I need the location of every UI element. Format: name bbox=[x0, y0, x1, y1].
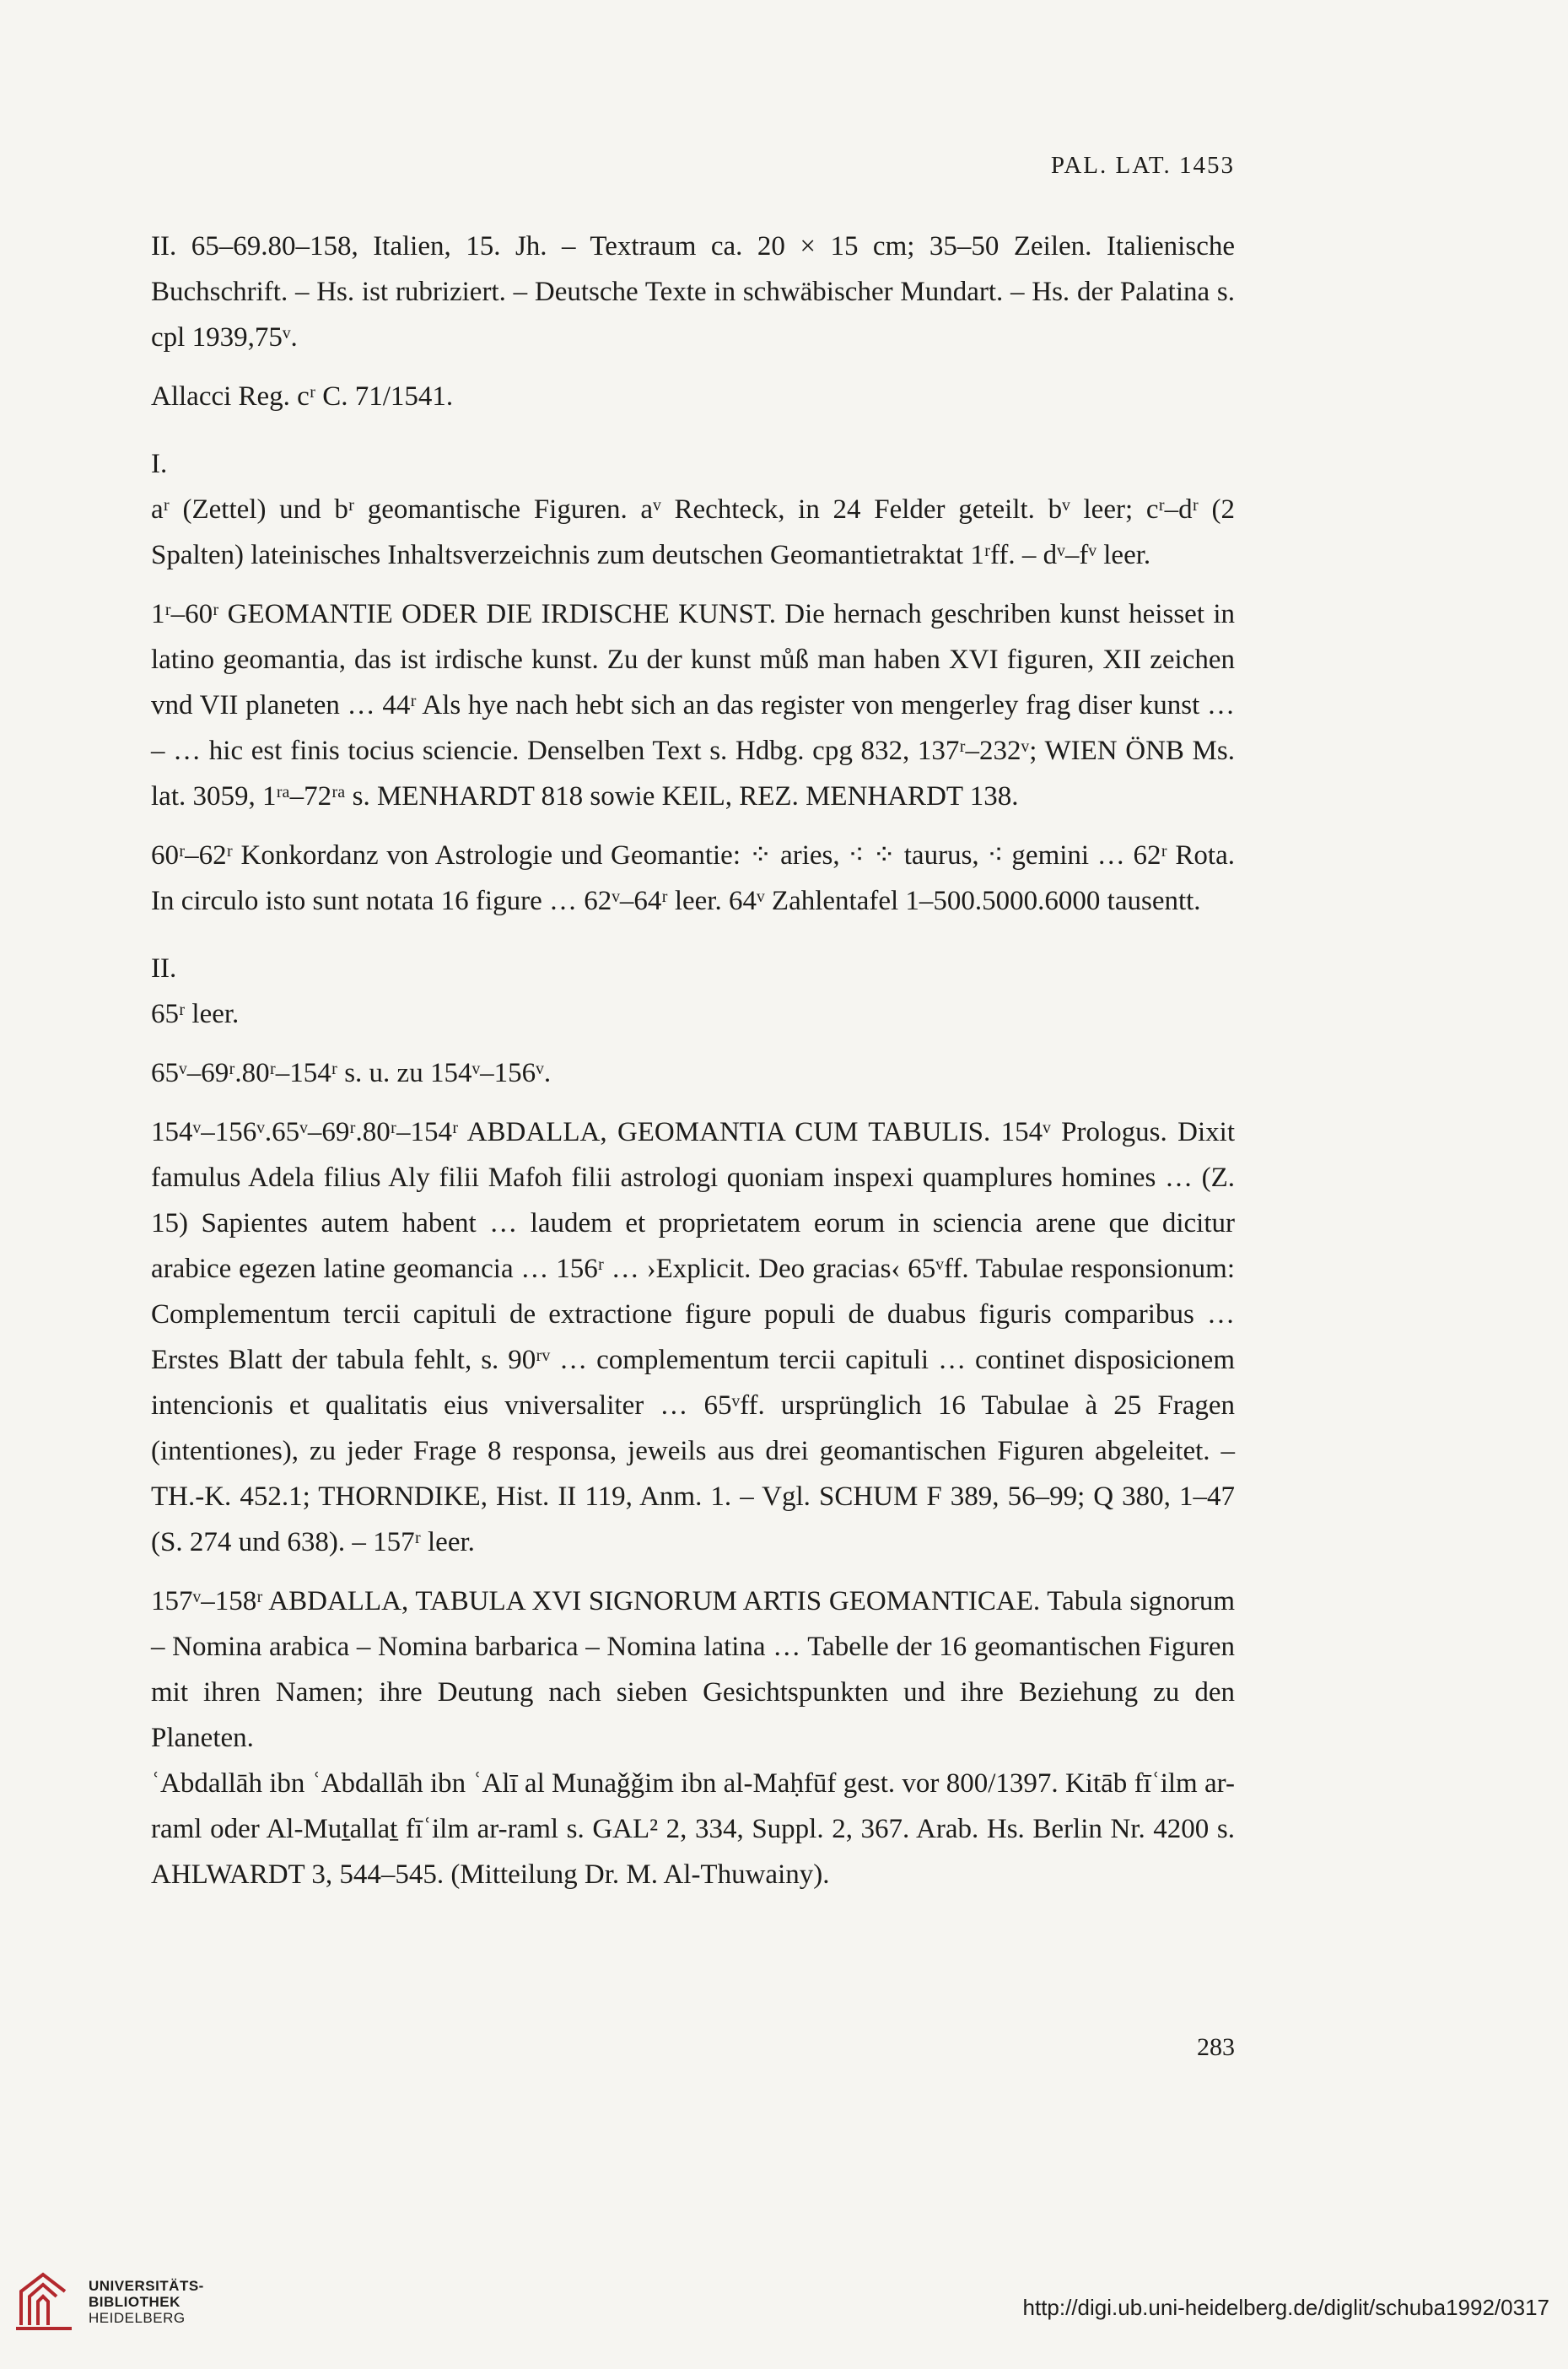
paragraph-65r: 65ʳ leer. bbox=[151, 999, 240, 1029]
permalink-url[interactable]: http://digi.ub.uni-heidelberg.de/diglit/schuba1992/0317 bbox=[1022, 2295, 1549, 2320]
section-heading-I: I. bbox=[151, 449, 168, 479]
section-heading-II: II. bbox=[151, 953, 177, 984]
paragraph-abdalla-geomantia: 154ᵛ–156ᵛ.65ᵛ–69ʳ.80ʳ–154ʳ ABDALLA, GEOMANTIA CUM TABULIS. 154ᵛ Prologus. Dixit famulus Adela filius Aly filii Mafoh filii astrologi quoniam inspexi quamplures homines … (Z. 15) Sapientes autem habent … laudem et proprietatem eorum in sciencia arene que dicitur arabice egezen latine geomancia … 156ʳ … ›Explicit. Deo gracias‹ 65ᵛff. Tabulae responsionum: Complementum tercii capituli de extractione figure populi de duabus figuris comparibus … Erstes Blatt der tabula fehlt, s. 90ʳᵛ … complementum tercii capituli … continet disposicionem intencionis et qualitatis eius vniversaliter … 65ᵛff. ursprünglich 16 Tabulae à 25 Fragen (intentiones), zu jeder Frage 8 responsa, jeweils aus drei geomantischen Figuren abgeleitet. – TH.-K. 452.1; THORNDIKE, Hist. II 119, Anm. 1. – Vgl. SCHUM F 389, 56–99; Q 380, 1–47 (S. 274 und 638). – 157ʳ leer. bbox=[151, 1117, 1235, 1557]
footer-bar bbox=[0, 2244, 1568, 2369]
paragraph-geomantie: 1ʳ–60ʳ GEOMANTIE ODER DIE IRDISCHE KUNST. Die hernach geschriben kunst heisset in latino geomantia, das ist irdische kunst. Zu der kunst můß man haben XVI figuren, XII zeichen vnd VII planeten … 44ʳ Als hye nach hebt sich an das register von mengerley frag diser kunst … – … hic est finis tocius sciencie. Denselben Text s. Hdbg. cpg 832, 137ʳ–232ᵛ; WIEN ÖNB Ms. lat. 3059, 1ʳᵃ–72ʳᵃ s. MENHARDT 818 sowie KEIL, REZ. MENHARDT 138. bbox=[151, 599, 1235, 812]
library-name: UNIVERSITÄTS- BIBLIOTHEK HEIDELBERG bbox=[89, 2278, 204, 2326]
paragraph-flyleaves: aʳ (Zettel) und bʳ geomantische Figuren. aᵛ Rechteck, in 24 Felder geteilt. bᵛ leer; cʳ–dʳ (2 Spalten) lateinisches Inhaltsverzeichnis zum deutschen Geomantietraktat 1ʳff. – dᵛ–fᵛ leer. bbox=[151, 494, 1235, 570]
paragraph-author-note: ʿAbdallāh ibn ʿAbdallāh ibn ʿAlī al Munaǧǧim ibn al-Maḥfūf gest. vor 800/1397. Kitāb fīʿilm ar-raml oder Al-Muṯallaṯ fīʿilm ar-raml s. GAL² 2, 334, Suppl. 2, 367. Arab. Hs. Berlin Nr. 4200 s. AHLWARDT 3, 544–545. (Mitteilung Dr. M. Al-Thuwainy). bbox=[151, 1768, 1235, 1890]
paragraph-abdalla-tabula: 157ᵛ–158ʳ ABDALLA, TABULA XVI SIGNORUM ARTIS GEOMANTICAE. Tabula signorum – Nomina arabica – Nomina barbarica – Nomina latina … Tabelle der 16 geomantischen Figuren mit ihren Namen; ihre Deutung nach sieben Gesichtspunkten und ihre Beziehung zu den Planeten. bbox=[151, 1586, 1235, 1753]
page-number: 283 bbox=[1197, 2033, 1235, 2061]
paragraph-description: II. 65–69.80–158, Italien, 15. Jh. – Textraum ca. 20 × 15 cm; 35–50 Zeilen. Italienische Buchschrift. – Hs. ist rubriziert. – Deutsche Texte in schwäbischer Mundart. – Hs. der Palatina s. cpl 1939,75ᵛ. bbox=[151, 231, 1235, 353]
running-head: PAL. LAT. 1453 bbox=[1050, 152, 1235, 179]
library-logo-icon bbox=[13, 2269, 77, 2334]
paragraph-65v: 65ᵛ–69ʳ.80ʳ–154ʳ s. u. zu 154ᵛ–156ᵛ. bbox=[151, 1058, 552, 1088]
paragraph-konkordanz: 60ʳ–62ʳ Konkordanz von Astrologie und Geomantie: ⁘ aries, ⁖ ⁘ taurus, ⁖ gemini … 62ʳ Rota. In circulo isto sunt notata 16 figure … 62ᵛ–64ʳ leer. 64ᵛ Zahlentafel 1–500.5000.6000 tausentt. bbox=[151, 840, 1235, 916]
paragraph-allacci: Allacci Reg. cʳ C. 71/1541. bbox=[151, 381, 454, 412]
catalog-entry-body bbox=[151, 224, 1235, 1897]
